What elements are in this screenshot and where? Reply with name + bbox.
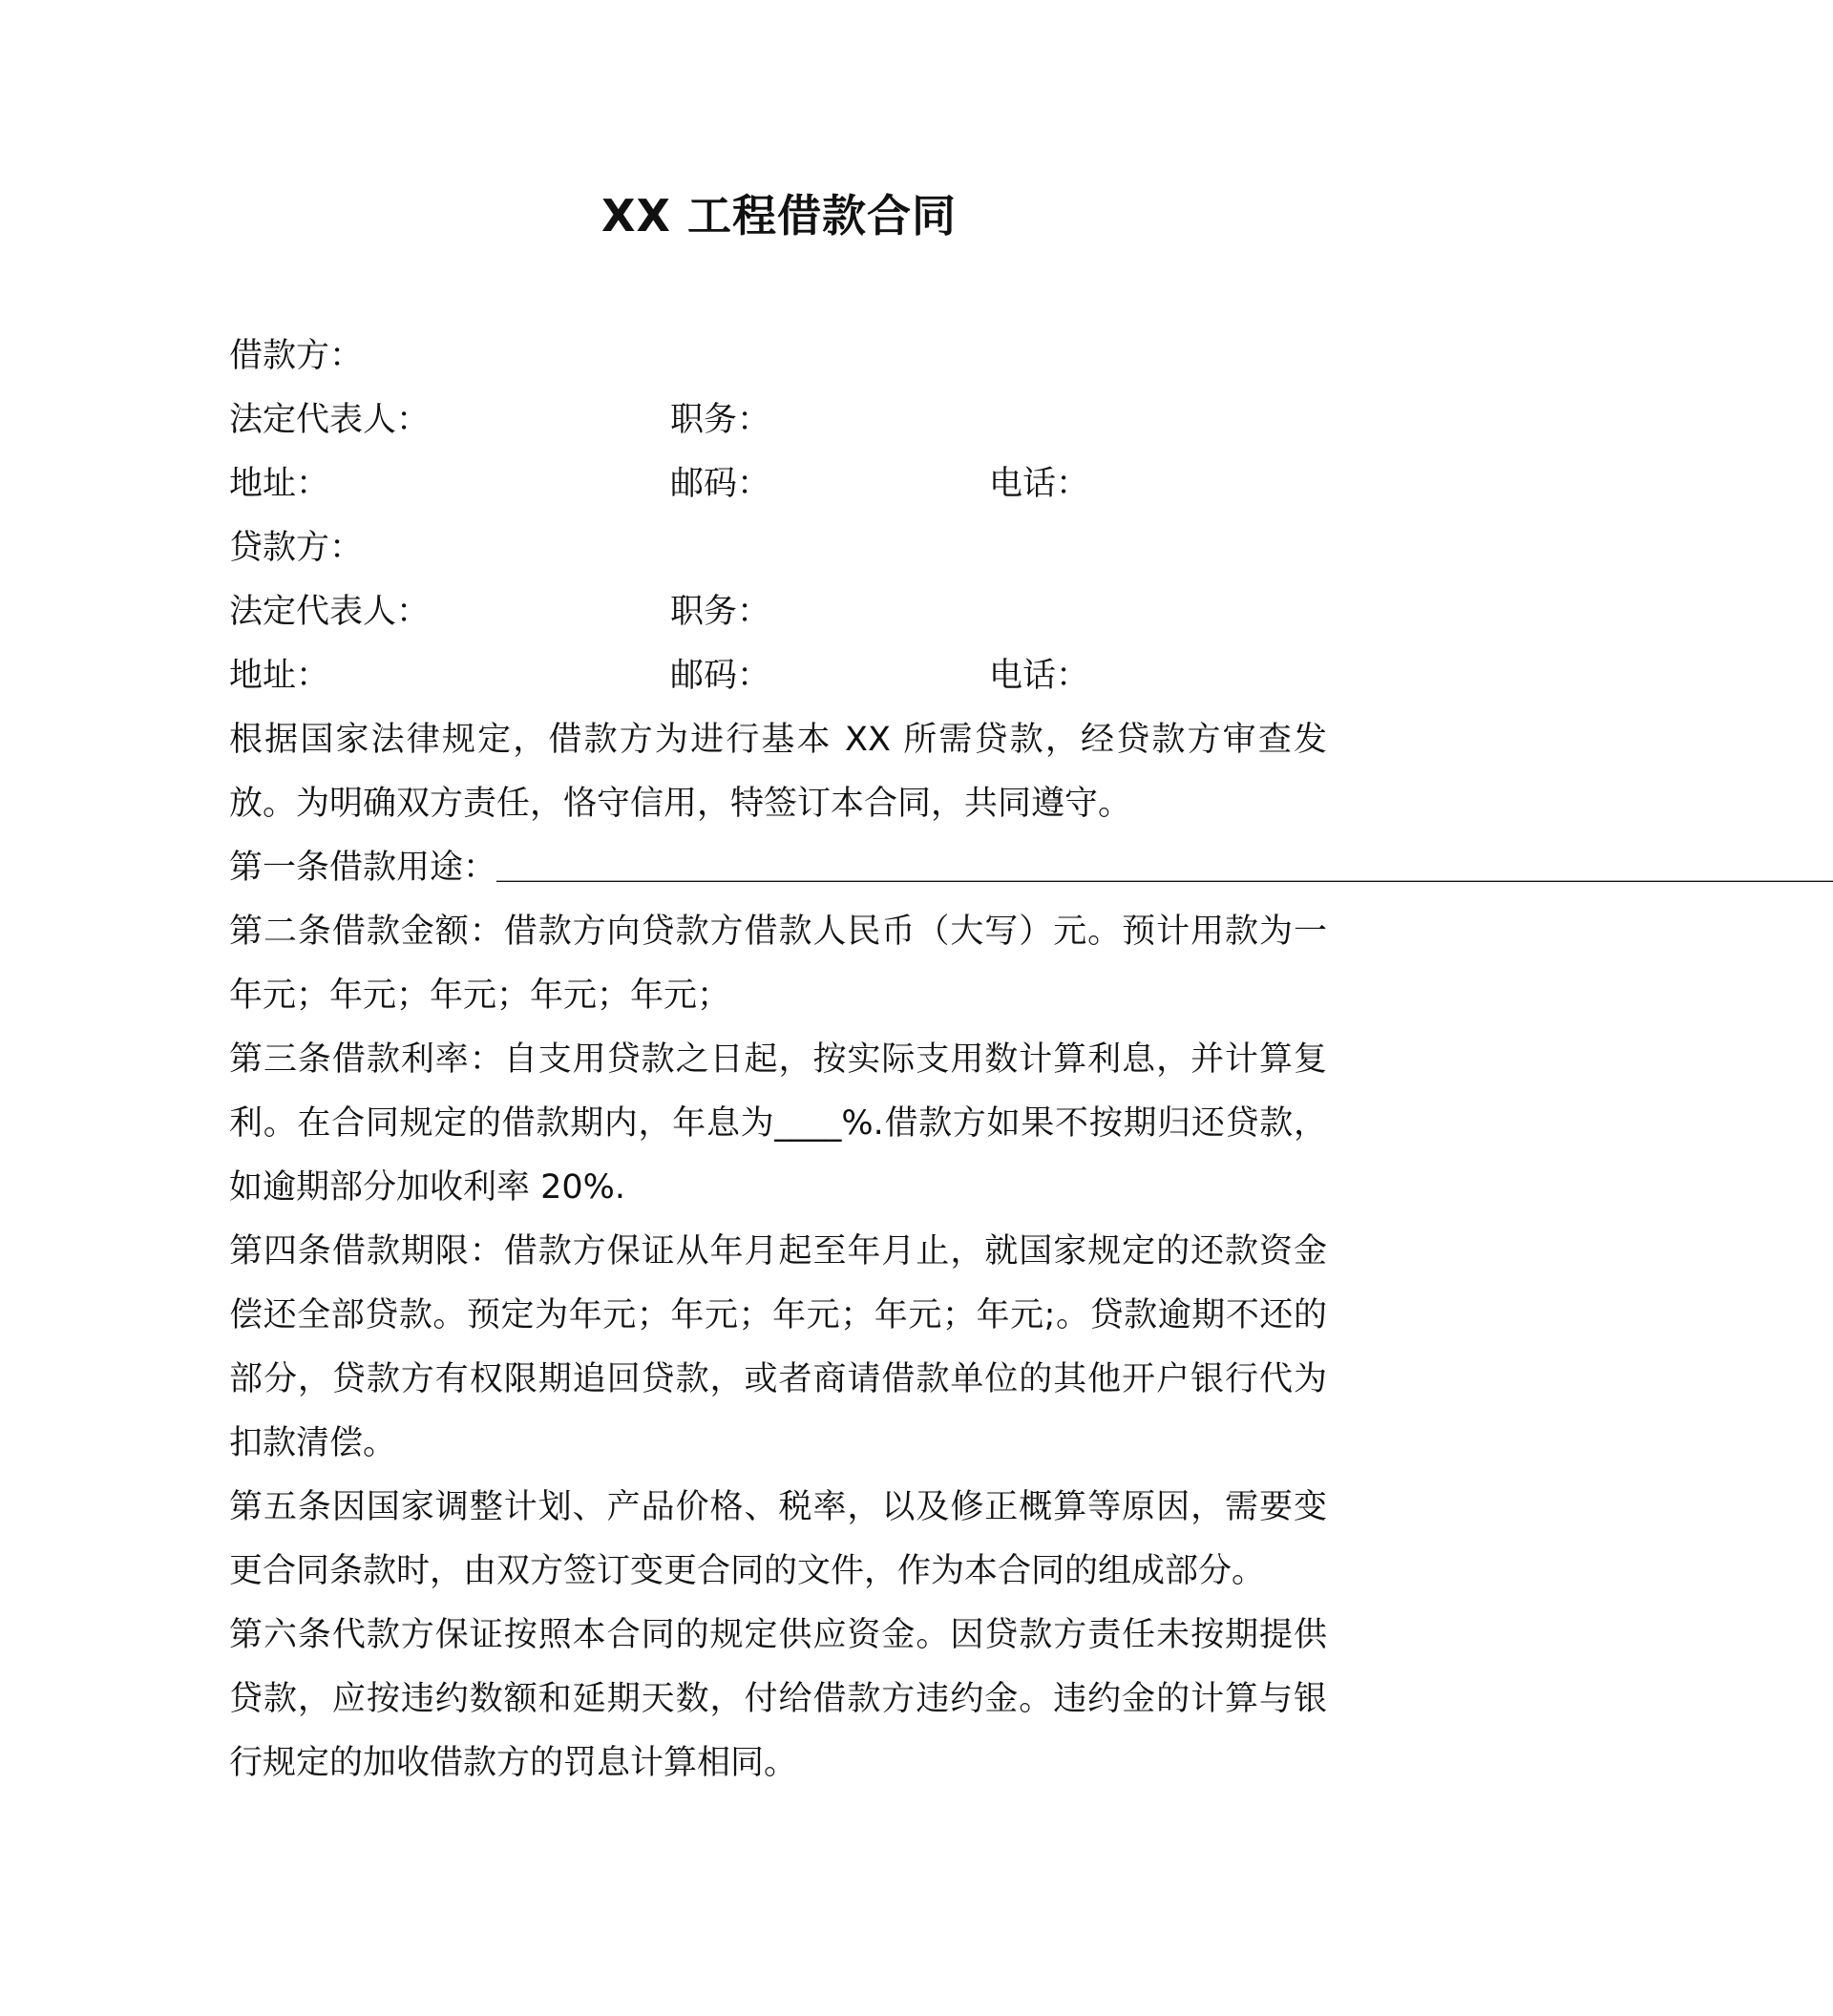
document-title: XX 工程借款合同	[601, 190, 957, 242]
document-body	[229, 325, 1833, 1796]
lender-label: 贷款方：	[229, 529, 364, 567]
lender-position-label: 职务：	[670, 593, 771, 631]
borrower-address-row	[229, 452, 1327, 516]
lender-row	[229, 516, 1327, 580]
article-4: 第四条借款期限：借款方保证从年月起至年月止，就国家规定的还款资金偿还全部贷款。预定为年元；年元；年元；年元；年元;。贷款逾期不还的部分，贷款方有权限期追回贷款，或者商请借款单位的其他开户银行代为扣款清偿。	[229, 1232, 1327, 1462]
article-6: 第六条代款方保证按照本合同的规定供应资金。因贷款方责任未按期提供贷款，应按违约数额和延期天数，付给借款方违约金。违约金的计算与银行规定的加收借款方的罚息计算相同。	[229, 1616, 1327, 1782]
lender-address-row	[229, 644, 1327, 708]
borrower-row	[229, 325, 1327, 388]
intro-paragraph: 根据国家法律规定，借款方为进行基本 XX 所需贷款，经贷款方审查发放。为明确双方责任，恪守信用，特签订本合同，共同遵守。	[229, 721, 1327, 823]
article-2: 第二条借款金额：借款方向贷款方借款人民币（大写）元。预计用款为一年元；年元；年元；年元；年元；	[229, 913, 1327, 1015]
lender-address-label: 地址：	[229, 657, 330, 695]
article-1: 第一条借款用途：＿＿＿＿＿＿＿＿＿＿＿＿＿＿＿＿＿＿＿＿＿＿＿＿＿＿＿＿＿＿＿＿＿＿＿＿＿＿＿＿	[229, 849, 1833, 887]
article-5: 第五条因国家调整计划、产品价格、税率，以及修正概算等原因，需要变更合同条款时，由双方签订变更合同的文件，作为本合同的组成部分。	[229, 1488, 1327, 1590]
lender-postcode-label: 邮码：	[670, 657, 771, 695]
borrower-phone-label: 电话：	[989, 465, 1090, 503]
borrower-label: 借款方：	[229, 337, 364, 375]
borrower-postcode-label: 邮码：	[670, 465, 771, 503]
article-3: 第三条借款利率：自支用贷款之日起，按实际支用数计算利息，并计算复利。在合同规定的借款期内，年息为____%.借款方如果不按期归还贷款，如逾期部分加收利率 20%.	[229, 1040, 1327, 1207]
borrower-representative-label: 法定代表人：	[229, 401, 431, 439]
lender-phone-label: 电话：	[989, 657, 1090, 695]
lender-representative-row	[229, 580, 1327, 644]
lender-representative-label: 法定代表人：	[229, 593, 431, 631]
borrower-address-label: 地址：	[229, 465, 330, 503]
borrower-representative-row	[229, 388, 1327, 452]
borrower-position-label: 职务：	[670, 401, 771, 439]
